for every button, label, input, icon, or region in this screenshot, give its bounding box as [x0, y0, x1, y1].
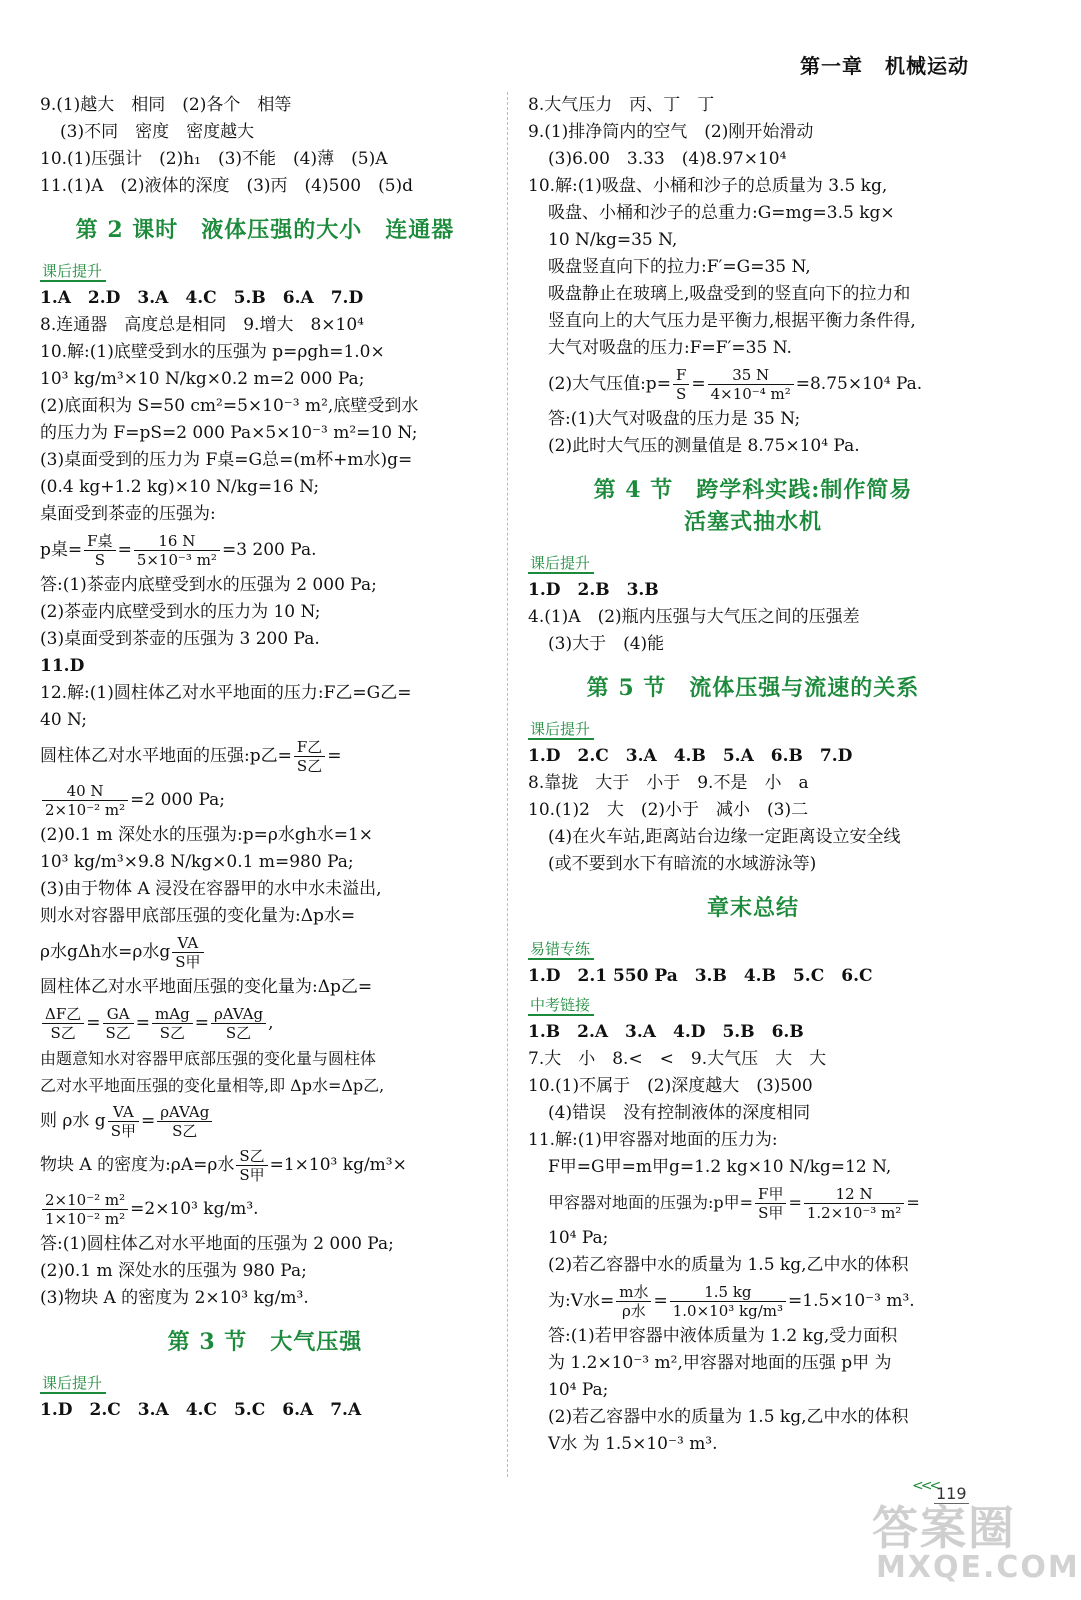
solution-line: 40 N;: [40, 710, 88, 730]
watermark-url: MXQE.COM: [876, 1550, 1080, 1585]
column-divider: [507, 92, 508, 1477]
fraction: [616, 1283, 651, 1320]
numerator: 40 N: [42, 782, 128, 801]
section-title-4: 第 4 节 跨学科实践:制作简易: [593, 477, 913, 503]
denominator: 1×10⁻² m²: [45, 1210, 126, 1228]
formula-text: =1×10³ kg/m³×: [269, 1155, 407, 1175]
answer-line: 4.(1)A (2)瓶内压强与大气压之间的压强差: [528, 607, 860, 627]
formula-text: 甲容器对地面的压强为:p甲=: [548, 1193, 754, 1212]
fraction: [42, 1191, 128, 1228]
answer-line: (3)6.00 3.33 (4)8.97×10⁴: [548, 149, 787, 169]
answer-line: 8.靠拢 大于 小于 9.不是 小 a: [528, 773, 809, 793]
denominator: S: [94, 551, 105, 569]
answer-line: 10.(1)压强计 (2)h₁ (3)不能 (4)薄 (5)A: [40, 149, 388, 169]
tag-after-class: 课后提升: [528, 720, 594, 740]
numerator: VA: [172, 934, 203, 953]
formula-line: 则 ρ水 g $\frac{VA}{\text{S甲}}$ = $\frac{\text{ρAVAg}}{\text{S乙}}$: [40, 1099, 490, 1143]
numerator: F桌: [84, 532, 115, 551]
answer-statement: 10⁴ Pa;: [548, 1380, 609, 1400]
numerator: 35 N: [708, 366, 794, 385]
fraction: [84, 532, 115, 569]
formula-text: =: [117, 540, 132, 560]
formula-line: 为:V水= $\frac{\text{m水}}{\text{ρ水}}$ = $\frac{1.5 kg}{\text{1.0×10³ kg/m³}}$ =1.5×10⁻³ m³.: [548, 1283, 915, 1320]
tag-after-class: 课后提升: [40, 262, 106, 282]
answer-statement: (3)桌面受到茶壶的压强为 3 200 Pa.: [40, 629, 320, 649]
tag-after-class: 课后提升: [528, 554, 594, 574]
formula-text: =: [327, 746, 342, 766]
answer-line: (4)错误 没有控制液体的深度相同: [548, 1103, 811, 1123]
section-title-3: 第 3 节 大气压强: [167, 1329, 363, 1355]
solution-line: 10⁴ Pa;: [548, 1228, 609, 1248]
solution-line: 乙对水平地面压强的变化量相等,即 Δp水=Δp乙,: [40, 1076, 385, 1095]
denominator: 4×10⁻⁴ m²: [710, 385, 791, 403]
formula-text: p桌=: [40, 540, 83, 560]
solution-line: 10.解:(1)底壁受到水的压强为 p=ρgh=1.0×: [40, 342, 385, 362]
section-title-5: 第 5 节 流体压强与流速的关系: [586, 675, 920, 701]
solution-line: 吸盘竖直向下的拉力:F′=G=35 N,: [548, 257, 811, 277]
answer-line: 1.D 2.1 550 Pa 3.B 4.B 5.C 6.C: [528, 966, 873, 986]
formula-text: =1.5×10⁻³ m³.: [788, 1291, 915, 1311]
fraction: [42, 1005, 84, 1042]
numerator: 16 N: [134, 532, 220, 551]
solution-line: 则水对容器甲底部压强的变化量为:Δp水=: [40, 906, 356, 926]
formula-line: [40, 778, 490, 822]
formula-line: [40, 734, 490, 778]
formula-text: ρ水gΔh水=ρ水g: [40, 942, 171, 962]
numerator: ΔF乙: [42, 1005, 84, 1024]
solution-line: 10 N/kg=35 N,: [548, 230, 678, 250]
answer-line: 11.D: [40, 656, 85, 676]
solution-line: (2)0.1 m 深处水的压强为:p=ρ水gh水=1×: [40, 825, 374, 845]
answer-line: 8.连通器 高度总是相同 9.增大 8×10⁴: [40, 315, 364, 335]
watermark: [852, 1492, 1080, 1592]
answer-statement: (2)茶壶内底壁受到水的压力为 10 N;: [40, 602, 321, 622]
fraction: [157, 1103, 212, 1140]
solution-line: 10.解:(1)吸盘、小桶和沙子的总质量为 3.5 kg,: [528, 176, 888, 196]
fraction: [673, 366, 689, 403]
answer-statement: (2)此时大气压的测量值是 8.75×10⁴ Pa.: [548, 436, 860, 456]
answer-line: 1.B 2.A 3.A 4.D 5.B 6.B: [528, 1022, 804, 1042]
solution-line: 10³ kg/m³×10 N/kg×0.2 m=2 000 Pa;: [40, 369, 365, 389]
solution-line: (3)由于物体 A 浸没在容器甲的水中水未溢出,: [40, 879, 382, 899]
answer-statement: 答:(1)圆柱体乙对水平地面的压强为 2 000 Pa;: [40, 1234, 394, 1254]
answer-line: 9.(1)排净筒内的空气 (2)刚开始滑动: [528, 122, 814, 142]
formula-text: 圆柱体乙对水平地面的压强:p乙=: [40, 746, 292, 766]
formula-text: =2 000 Pa;: [130, 790, 225, 810]
page-arrows-icon: <<<: [912, 1478, 939, 1494]
chapter-number: 第一章: [800, 54, 864, 78]
section-title-summary: 章末总结: [706, 895, 799, 921]
fraction: [211, 1005, 266, 1042]
tag-error-practice: 易错专练: [528, 940, 594, 960]
tag-after-class: 课后提升: [40, 1374, 106, 1394]
denominator: S甲: [239, 1166, 265, 1184]
solution-line: 圆柱体乙对水平地面压强的变化量为:Δp乙=: [40, 977, 373, 997]
formula-text: =8.75×10⁴ Pa.: [795, 374, 923, 394]
answer-line: 9.(1)越大 相同 (2)各个 相等: [40, 95, 292, 115]
formula-text: =3 200 Pa.: [221, 540, 317, 560]
denominator: S: [676, 385, 687, 403]
fraction: [42, 782, 128, 819]
denominator: S甲: [758, 1204, 784, 1222]
numerator: S乙: [236, 1147, 267, 1166]
numerator: 2×10⁻² m²: [42, 1191, 128, 1210]
formula-line: (2)大气压值:p= $\frac{F}{S}$ = $\frac{35 N}{\text{4×10⁻⁴ m²}}$ =8.75×10⁴ Pa.: [548, 366, 923, 403]
answer-statement: 为 1.2×10⁻³ m²,甲容器对地面的压强 p甲 为: [548, 1353, 892, 1373]
formula-line: $\frac{\text{ΔF乙}}{\text{S乙}}$ = $\frac{GA}{\text{S乙}}$ = $\frac{\text{mAg}}{\text{S乙}}$ = $\frac{\text{ρAVAg}}{\text{S乙}}$ ,: [40, 1001, 490, 1045]
solution-line: (2)底面积为 S=50 cm²=5×10⁻³ m²,底壁受到水: [40, 396, 419, 416]
denominator: ρ水: [621, 1302, 646, 1320]
solution-line: (2)若乙容器中水的质量为 1.5 kg,乙中水的体积: [548, 1255, 909, 1275]
solution-line: 桌面受到茶壶的压强为:: [40, 504, 216, 524]
formula-line: [40, 930, 490, 974]
numerator: ρAVAg: [157, 1103, 212, 1122]
answer-line: 1.D 2.C 3.A 4.C 5.C 6.A 7.A: [40, 1400, 362, 1420]
formula-text: 则 ρ水 g: [40, 1111, 106, 1131]
formula-line: [40, 1187, 490, 1231]
numerator: VA: [108, 1103, 139, 1122]
watermark-logo: 答案圈: [872, 1501, 1016, 1555]
fraction: [134, 532, 220, 569]
numerator: F甲: [755, 1185, 786, 1204]
answer-statement: 答:(1)若甲容器中液体质量为 1.2 kg,受力面积: [548, 1326, 898, 1346]
solution-line: 10³ kg/m³×9.8 N/kg×0.1 m=980 Pa;: [40, 852, 354, 872]
answer-line: 1.D 2.B 3.B: [528, 580, 659, 600]
denominator: S甲: [110, 1122, 136, 1140]
right-column: [528, 92, 978, 1458]
answer-statement: (2)若乙容器中水的质量为 1.5 kg,乙中水的体积: [548, 1407, 909, 1427]
page-number: 119: [936, 1484, 967, 1503]
denominator: 1.2×10⁻³ m²: [806, 1204, 902, 1222]
fraction: [294, 738, 325, 775]
solution-line: 11.解:(1)甲容器对地面的压力为:: [528, 1130, 778, 1150]
denominator: S乙: [225, 1024, 252, 1042]
answer-line: 10.(1)2 大 (2)小于 减小 (3)二: [528, 800, 809, 820]
fraction: [152, 1005, 193, 1042]
fraction: [755, 1185, 786, 1222]
denominator: S乙: [50, 1024, 76, 1042]
chapter-title: 机械运动: [885, 54, 969, 78]
left-column: [40, 92, 490, 1424]
answer-line: (4)在火车站,距离站台边缘一定距离设立安全线: [548, 827, 901, 847]
answer-line: (3)大于 (4)能: [548, 634, 665, 654]
numerator: m水: [616, 1283, 651, 1302]
answer-line: 7.大 小 8.< < 9.大气压 大 大: [528, 1049, 827, 1069]
formula-text: =: [906, 1193, 920, 1212]
answer-line: (或不要到水下有暗流的水域游泳等): [548, 854, 817, 874]
denominator: S乙: [172, 1122, 198, 1140]
answer-statement: V水 为 1.5×10⁻³ m³.: [548, 1434, 718, 1454]
numerator: 1.5 kg: [670, 1283, 786, 1302]
answer-line: 1.D 2.C 3.A 4.B 5.A 6.B 7.D: [528, 746, 853, 766]
answer-line: 10.(1)不属于 (2)深度越大 (3)500: [528, 1076, 813, 1096]
formula-text: 物块 A 的密度为:ρA=ρ水: [40, 1155, 235, 1175]
solution-line: 的压力为 F=pS=2 000 Pa×5×10⁻³ m²=10 N;: [40, 423, 418, 443]
solution-line: (0.4 kg+1.2 kg)×10 N/kg=16 N;: [40, 477, 320, 497]
fraction: [670, 1283, 786, 1320]
solution-line: (3)桌面受到的压力为 F桌=G总=(m杯+m水)g=: [40, 450, 413, 470]
answer-line: 11.(1)A (2)液体的深度 (3)丙 (4)500 (5)d: [40, 176, 414, 196]
formula-line: 甲容器对地面的压强为:p甲= $\frac{\text{F甲}}{\text{S甲}}$ = $\frac{12 N}{\text{1.2×10⁻³ m²}}$ =: [548, 1185, 920, 1222]
solution-line: 由题意知水对容器甲底部压强的变化量与圆柱体: [40, 1049, 377, 1068]
fraction: [236, 1147, 267, 1184]
denominator: S乙: [296, 757, 323, 775]
solution-line: 12.解:(1)圆柱体乙对水平地面的压力:F乙=G乙=: [40, 683, 412, 703]
answer-statement: (3)物块 A 的密度为 2×10³ kg/m³.: [40, 1288, 309, 1308]
answer-statement: (2)0.1 m 深处水的压强为 980 Pa;: [40, 1261, 307, 1281]
solution-line: 大气对吸盘的压力:F=F′=35 N.: [548, 338, 792, 358]
solution-line: 竖直向上的大气压力是平衡力,根据平衡力条件得,: [548, 311, 916, 331]
denominator: S乙: [105, 1024, 131, 1042]
formula-text: =2×10³ kg/m³.: [130, 1199, 259, 1219]
chapter-header: [800, 50, 969, 79]
numerator: ρAVAg: [211, 1005, 266, 1024]
tag-exam-link: 中考链接: [528, 996, 594, 1016]
numerator: GA: [103, 1005, 134, 1024]
section-title-lesson-2: 第 2 课时 液体压强的大小 连通器: [75, 217, 455, 243]
answer-statement: 答:(1)大气对吸盘的压力是 35 N;: [548, 409, 801, 429]
fraction: [108, 1103, 139, 1140]
denominator: S乙: [159, 1024, 185, 1042]
fraction: [708, 366, 794, 403]
numerator: mAg: [152, 1005, 193, 1024]
numerator: F: [673, 366, 689, 385]
denominator: S甲: [175, 953, 201, 971]
formula-text: (2)大气压值:p=: [548, 374, 671, 394]
numerator: F乙: [294, 738, 325, 757]
answer-line: (3)不同 密度 密度越大: [60, 122, 255, 142]
solution-line: 吸盘、小桶和沙子的总重力:G=mg=3.5 kg×: [548, 203, 895, 223]
section-title-4-cont: 活塞式抽水机: [683, 509, 822, 535]
fraction: [103, 1005, 134, 1042]
formula-line: [40, 528, 490, 572]
formula-text: 为:V水=: [548, 1291, 615, 1311]
denominator: 1.0×10³ kg/m³: [672, 1302, 784, 1320]
numerator: 12 N: [804, 1185, 904, 1204]
answer-line: 1.A 2.D 3.A 4.C 5.B 6.A 7.D: [40, 288, 364, 308]
solution-line: 吸盘静止在玻璃上,吸盘受到的竖直向下的拉力和: [548, 284, 911, 304]
denominator: 5×10⁻³ m²: [136, 551, 217, 569]
fraction: [172, 934, 203, 971]
solution-line: F甲=G甲=m甲g=1.2 kg×10 N/kg=12 N,: [548, 1157, 892, 1177]
formula-line: [40, 1143, 490, 1187]
denominator: 2×10⁻² m²: [45, 801, 126, 819]
answer-line: 8.大气压力 丙、丁 丁: [528, 95, 715, 115]
answer-statement: 答:(1)茶壶内底壁受到水的压强为 2 000 Pa;: [40, 575, 377, 595]
fraction: [804, 1185, 904, 1222]
